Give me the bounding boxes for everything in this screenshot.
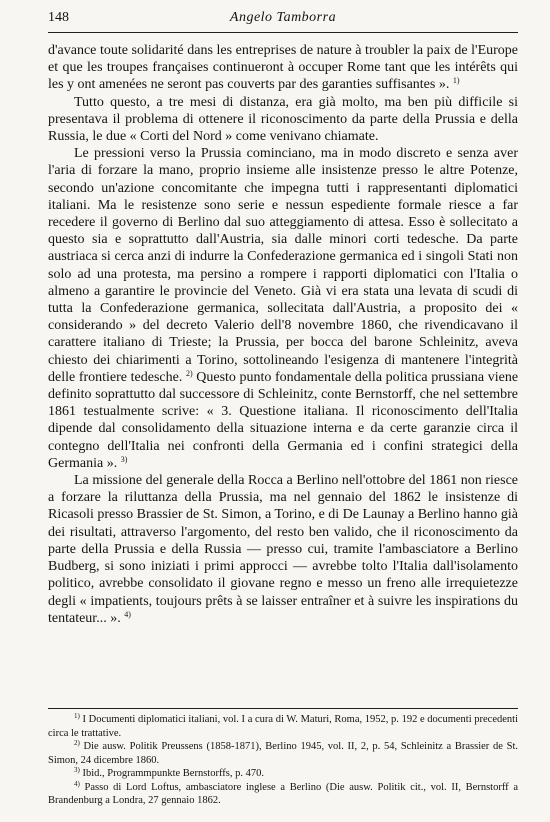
footnote-divider	[48, 708, 518, 709]
footnote-1-number: 1)	[74, 712, 80, 720]
page-number: 148	[48, 10, 69, 25]
footnotes	[48, 713, 518, 808]
paragraph-1-text: d'avance toute solidarité dans les entreprises de nature à troubler la paix de l'Europe et que les troupes françaises continueront à occuper Rome tant que les intérêts qui les y ont amenées ne seront pas couverts par des garanties suffisantes ».	[48, 43, 518, 93]
page-header	[48, 10, 518, 33]
footnote-ref-1: 1)	[452, 76, 460, 86]
footnote-4	[48, 781, 518, 808]
paragraph-3-text: Le pressioni verso la Prussia cominciano, ma in modo discreto e senza aver l'aria di forzare la mano, proprio insieme alle insistenze presso le altre Potenze, secondo un'azione concomitante che impegna tutti i rappresentanti diplomatici italiani. Ma le resistenze sono serie e nessun espediente formale riesce a far recedere il governo di Berlino dal suo atteggiamento di attesa. Esso è sollecitato a questo sia e soprattutto dall'Austria, sia dalle minori corti tedesche. Da parte austriaca si cerca anzi di indurre la Confederazione germanica ed i singoli Stati non solo ad una protesta, ma persino a rompere i rapporti diplomatici con l'Italia o almeno a garantire le provincie del Veneto. Già vi era stata una levata di scudi di tutta la Confederazione germanica, sollecitata dall'Austria, a proposito dei « considerando » del decreto Valerio dell'8 novembre 1860, che rivendicavano il carattere italiano di Trieste; la Prussia, per bocca del barone Schleinitz, aveva chiesto dei chiarimenti a Torino, sottolineando l'esigenza di mantenere l'integrità delle frontiere tedesche.	[48, 146, 518, 385]
footnote-2-number: 2)	[74, 739, 80, 747]
footnote-ref-3: 3)	[120, 454, 128, 464]
footnote-1-text: I Documenti diplomatici italiani, vol. I a cura di W. Maturi, Roma, 1952, p. 192 e documenti precedenti circa le trattative.	[48, 714, 518, 739]
footnote-2	[48, 740, 518, 767]
footnote-2-text: Die ausw. Politik Preussens (1858-1871), Berlino 1945, vol. II, 2, p. 54, Schleinitz a Brassier de St. Simon, 24 dicembre 1860.	[48, 741, 518, 766]
footnote-ref-4: 4)	[124, 609, 131, 619]
paragraph-3	[48, 145, 518, 472]
footnote-4-number: 4)	[74, 779, 80, 788]
footnote-3-number: 3)	[74, 766, 80, 774]
paragraph-4-text: La missione del generale della Rocca a Berlino nell'ottobre del 1861 non riesce a forzare la riluttanza della Prussia, ma nel gennaio del 1862 le insistenze di Ricasoli presso Brassier de St. Simon, a Torino, e di De Launay a Berlino hanno già dei risultati, attraverso l'argomento, del resto ben valido, che il riconoscimento da parte della Prussia e della Russia — presso cui, tramite l'ambasciatore a Berlino Budberg, si sono iniziati i primi approcci — avrebbe tolto l'Italia dall'isolamento politico, avrebbe consolidato il giovane regno e messo un freno alle irrequietezze degli « impatients, toujours prêts à se laisser entraîner et à suivre les inspirations du tentateur... ».	[48, 473, 519, 626]
body-text	[48, 42, 518, 627]
running-head: Angelo Tamborra	[229, 10, 337, 25]
footnote-3-text: Ibid., Programmpunkte Bernstorffs, p. 470.	[82, 768, 264, 779]
footnote-4-text: Passo di Lord Loftus, ambasciatore inglese a Berlino (Die ausw. Politik cit., vol. II, Bernstorff a Brandenburg a Londra, 27 gennaio 1862.	[48, 781, 519, 806]
paragraph-4	[48, 472, 518, 627]
footnote-3	[48, 767, 518, 781]
footnote-ref-2: 2)	[185, 368, 193, 378]
paragraph-2-text: Tutto questo, a tre mesi di distanza, era già molto, ma ben più difficile si presentava il problema di ottenere il riconoscimento da parte della Prussia e della Russia, le due « Corti del Nord » come venivano chiamate.	[48, 94, 518, 145]
footnote-1	[48, 713, 518, 740]
paragraph-1	[48, 42, 518, 94]
paragraph-3-continuation: Questo punto fondamentale della politica prussiana viene definito soprattutto dal successore di Schleinitz, conte Bernstorff, che nel settembre 1861 testualmente scrive: « 3. Questione italiana. Il riconoscimento dell'Italia dipende dal consolidamento della situazione interna e da certe garanzie circa il contegno dell'Italia nei confronti della Germania ed i confini strategici della Germania ».	[48, 369, 519, 471]
paragraph-2	[48, 94, 518, 146]
